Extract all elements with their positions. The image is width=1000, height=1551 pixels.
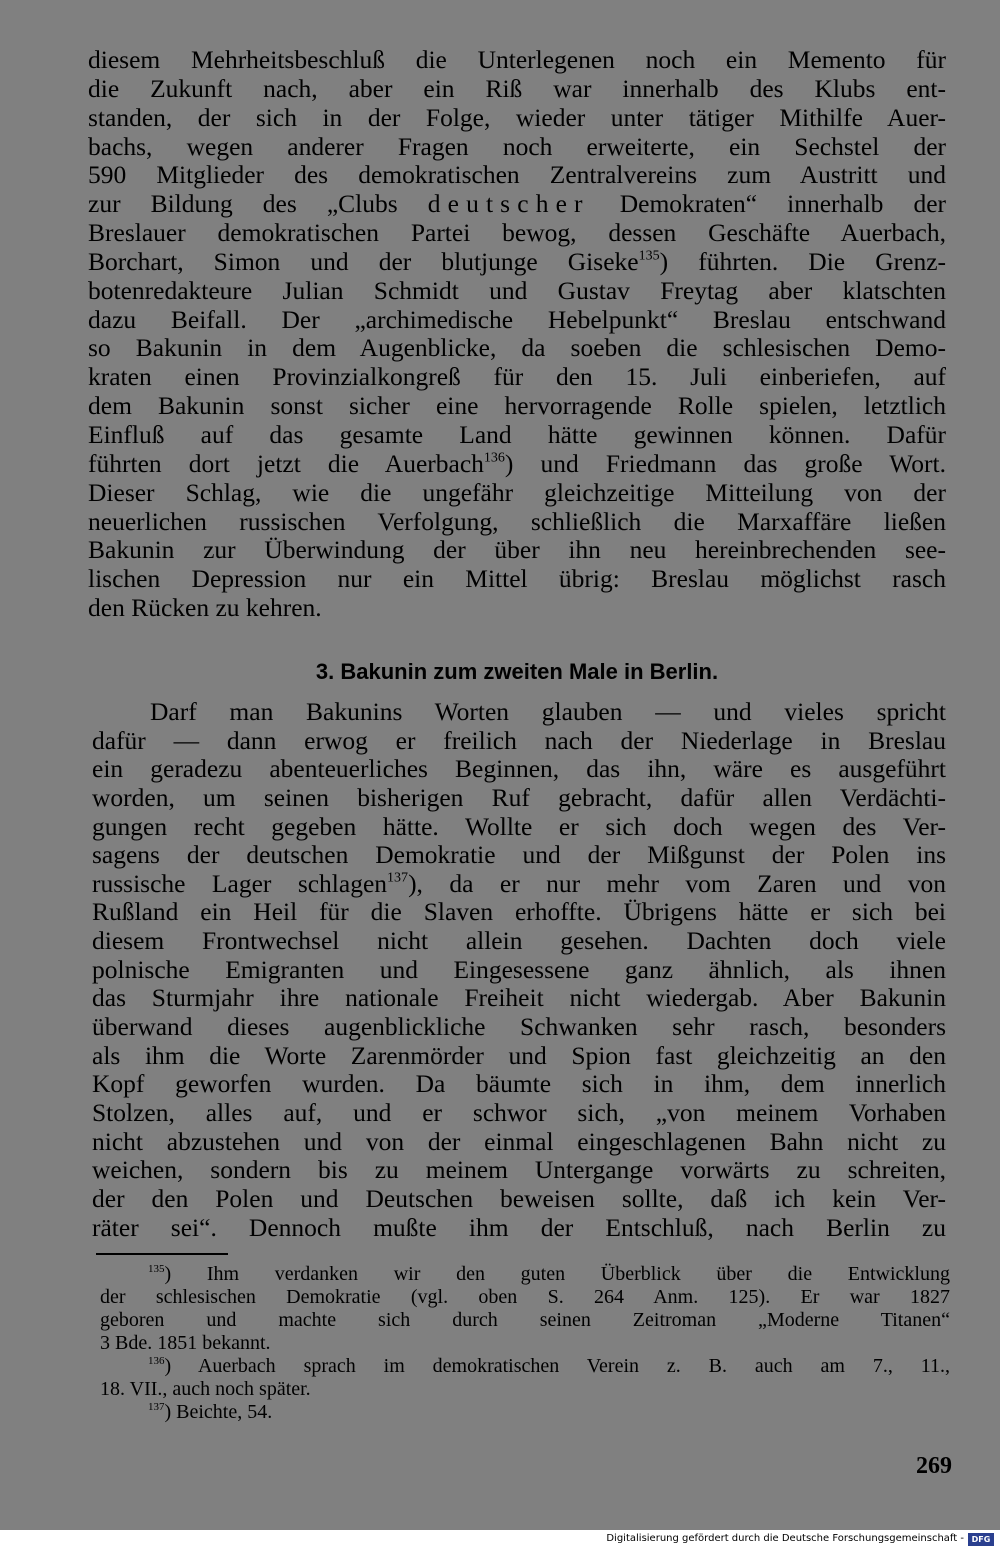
text-fragment: ) Beichte, 54. [164,1401,273,1423]
text-line: Kopf geworfen wurden. Da bäumte sich in ihm, dem innerlich [92,1069,946,1099]
text-line: als ihm die Worte Zarenmörder und Spion fast gleichzeitig an den [92,1040,946,1070]
footnote-ref: 135 [638,248,660,264]
spaced-word: deutscher [427,189,590,219]
footnote-line: der schlesischen Demokratie (vgl. oben S. 264 Anm. 125). Er war 1827 [100,1286,950,1308]
text-line: dem Bakunin sonst sicher eine hervorragende Rolle spielen, letztlich [88,391,946,421]
text-line: dafür — dann erwog er freilich nach der Niederlage in Breslau [92,725,946,755]
text-line: diesem Mehrheitsbeschluß die Unterlegenen noch ein Memento für [88,45,946,74]
text-fragment: Demokraten“ innerhalb der [619,189,947,219]
footer-bar [0,1530,1000,1551]
footnote-line: 18. VII., auch noch später. [100,1378,311,1400]
footnote-line [100,1263,950,1286]
text-line: räter sei“. Dennoch mußte ihm der Entschluß, nach Berlin zu [92,1212,946,1242]
text-fragment: Borchart, Simon und der blutjunge Giseke [88,246,639,276]
footnote-ref: 137 [387,870,409,886]
dfg-logo-icon: DFG [968,1533,994,1546]
footnote-line: geboren und machte sich durch seinen Zeitroman „Moderne Titanen“ [100,1309,950,1331]
text-line: neuerlichen russischen Verfolgung, schließlich die Marxaffäre ließen [88,506,946,536]
footnote-number: 136 [148,1354,165,1367]
paragraph-continuation [88,46,946,623]
text-line: diesem Frontwechsel nicht allein gesehen. Dachten doch viele [92,926,946,956]
text-line: ein geradezu abenteuerliches Beginnen, das ihn, wäre es ausgeführt [92,754,946,784]
text-line: sagens der deutschen Demokratie und der Mißgunst der Polen ins [92,840,946,870]
text-line: überwand dieses augenblickliche Schwanken sehr rasch, besonders [92,1012,946,1042]
footnotes [100,1263,950,1424]
text-line: so Bakunin in dem Augenblicke, da soeben die schlesischen Demo- [88,333,946,363]
footnote-line [100,1401,950,1424]
text-line: Bakunin zur Überwindung der über ihn neu hereinbrechenden see- [88,535,946,565]
text-fragment: ) führten. Die Grenz- [659,246,947,276]
page-number: 269 [916,1453,952,1479]
text-line [88,190,946,219]
text-fragment: zur Bildung des „Clubs [88,189,398,219]
text-fragment: führten dort jetzt die Auerbach [88,448,484,478]
text-line: Breslauer demokratischen Partei bewog, dessen Geschäfte Auerbach, [88,218,946,248]
footnote-ref: 136 [483,450,505,466]
footnote-number: 137 [148,1400,165,1413]
text-fragment: ), da er nur mehr vom Zaren und von [408,868,946,898]
text-line: Dieser Schlag, wie die ungefähr gleichzeitige Mitteilung von der [88,477,946,507]
text-line: weichen, sondern bis zu meinem Untergange vorwärts zu schreiten, [92,1155,946,1185]
text-line: worden, um seinen bisherigen Ruf gebracht, dafür allen Verdächti- [92,782,946,812]
text-line: das Sturmjahr ihre nationale Freiheit nicht wiedergab. Aber Bakunin [92,983,946,1013]
paragraph-section-3 [92,698,946,1242]
text-line: Darf man Bakunins Worten glauben — und vieles spricht [150,697,946,726]
text-line [88,248,946,277]
text-line [92,870,946,899]
text-line [88,450,946,479]
footnote-number: 135 [148,1262,165,1275]
text-line: kraten einen Provinzialkongreß für den 15. Juli einberiefen, auf [88,362,946,392]
funding-credit: Digitalisierung gefördert durch die Deutsche Forschungsgemeinschaft - [606,1533,964,1544]
text-line: botenredakteure Julian Schmidt und Gustav Freytag aber klatschten [88,275,946,305]
text-line: Stolzen, alles auf, und er schwor sich, „von meinem Vorhaben [92,1097,946,1127]
footnote-line [100,1355,950,1378]
text-line: Einfluß auf das gesamte Land hätte gewinnen können. Dafür [88,419,946,449]
footnote-line: 3 Bde. 1851 bekannt. [100,1332,271,1354]
text-fragment: ) und Friedmann das große Wort. [504,448,946,478]
text-fragment: russische Lager schlagen [92,868,388,898]
text-line: nicht abzustehen und von der einmal eingeschlagenen Bahn nicht zu [92,1126,946,1156]
text-line: polnische Emigranten und Eingesessene ganz ähnlich, als ihnen [92,954,946,984]
text-line: lischen Depression nur ein Mittel übrig: Breslau möglichst rasch [88,564,946,594]
text-line: der den Polen und Deutschen beweisen sollte, daß ich kein Ver- [92,1183,946,1213]
footnote-divider [96,1253,228,1255]
text-line: die Zukunft nach, aber ein Riß war innerhalb des Klubs ent- [88,73,946,103]
text-line: dazu Beifall. Der „archimedische Hebelpunkt“ Breslau entschwand [88,304,946,334]
section-heading: 3. Bakunin zum zweiten Male in Berlin. [315,659,719,684]
text-fragment: ) Ihm verdanken wir den guten Überblick über die Entwicklung [164,1263,950,1285]
text-line: 590 Mitglieder des demokratischen Zentralvereins zum Austritt und [88,160,946,190]
text-fragment: ) Auerbach sprach im demokratischen Verein z. B. auch am 7., 11., [164,1355,950,1377]
text-line: Rußland ein Heil für die Slaven erhoffte. Übrigens hätte er sich bei [92,897,946,927]
text-line: bachs, wegen anderer Fragen noch erweiterte, ein Sechstel der [88,131,946,161]
text-line: den Rücken zu kehren. [88,593,322,623]
text-line: gungen recht gegeben hätte. Wollte er sich doch wegen des Ver- [92,811,946,841]
text-line: standen, der sich in der Folge, wieder unter tätiger Mithilfe Auer- [88,102,946,132]
